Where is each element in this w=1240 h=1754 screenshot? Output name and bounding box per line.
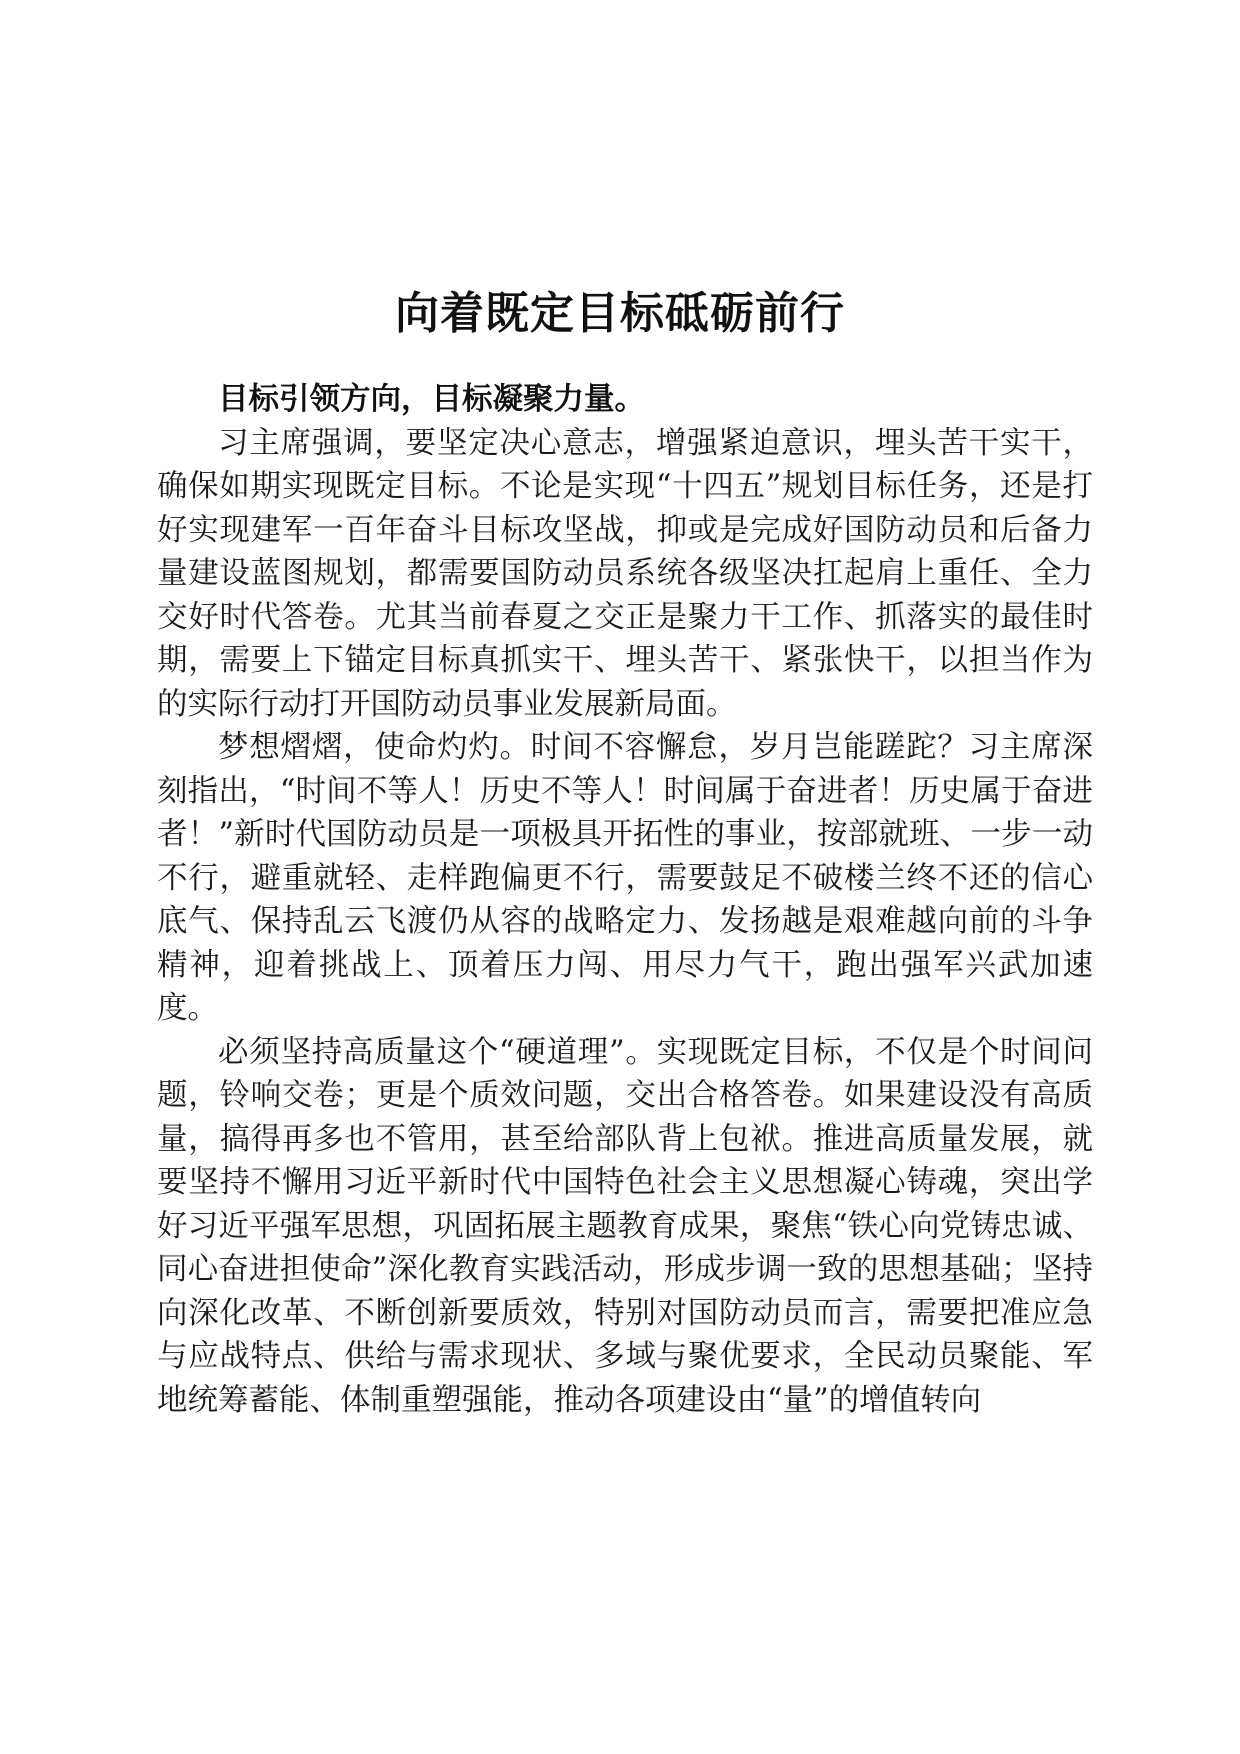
body-paragraph: 梦想熠熠，使命灼灼。时间不容懈怠，岁月岂能蹉跎？习主席深刻指出，“时间不等人！历史不等人！时间属于奋进者！历史属于奋进者！”新时代国防动员是一项极具开拓性的事业，按部就班、一步一动不行，避重就轻、走样跑偏更不行，需要鼓足不破楼兰终不还的信心底气、保持乱云飞渡仍从容的战略定力、发扬越是艰难越向前的斗争精神，迎着挑战上、顶着压力闯、用尽力气干，跑出强军兴武加速度。 <box>157 730 1093 1026</box>
lead-sentence: 目标引领方向，目标凝聚力量。 <box>218 382 645 417</box>
body-paragraph: 必须坚持高质量这个“硬道理”。实现既定目标，不仅是个时间问题，铃响交卷；更是个质效问题，交出合格答卷。如果建设没有高质量，搞得再多也不管用，甚至给部队背上包袱。推进高质量发展，就要坚持不懈用习近平新时代中国特色社会主义思想凝心铸魂，突出学好习近平强军思想，巩固拓展主题教育成果，聚焦“铁心向党铸忠诚、同心奋进担使命”深化教育实践活动，形成步调一致的思想基础；坚持向深化改革、不断创新要质效，特别对国防动员而言，需要把准应急与应战特点、供给与需求现状、多域与聚优要求，全民动员聚能、军地统筹蓄能、体制重塑强能，推动各项建设由“量”的增值转向 <box>157 1034 1093 1418</box>
document-title: 向着既定目标砥砺前行 <box>395 288 845 340</box>
body-paragraph: 习主席强调，要坚定决心意志，增强紧迫意识，埋头苦干实干，确保如期实现既定目标。不论是实现“十四五”规划目标任务，还是打好实现建军一百年奋斗目标攻坚战，抑或是完成好国防动员和后备力量建设蓝图规划，都需要国防动员系统各级坚决扛起肩上重任、全力交好时代答卷。尤其当前春夏之交正是聚力干工作、抓落实的最佳时期，需要上下锚定目标真抓实干、埋头苦干、紧张快干，以担当作为的实际行动打开国防动员事业发展新局面。 <box>157 425 1093 722</box>
document-body <box>157 378 1093 1422</box>
